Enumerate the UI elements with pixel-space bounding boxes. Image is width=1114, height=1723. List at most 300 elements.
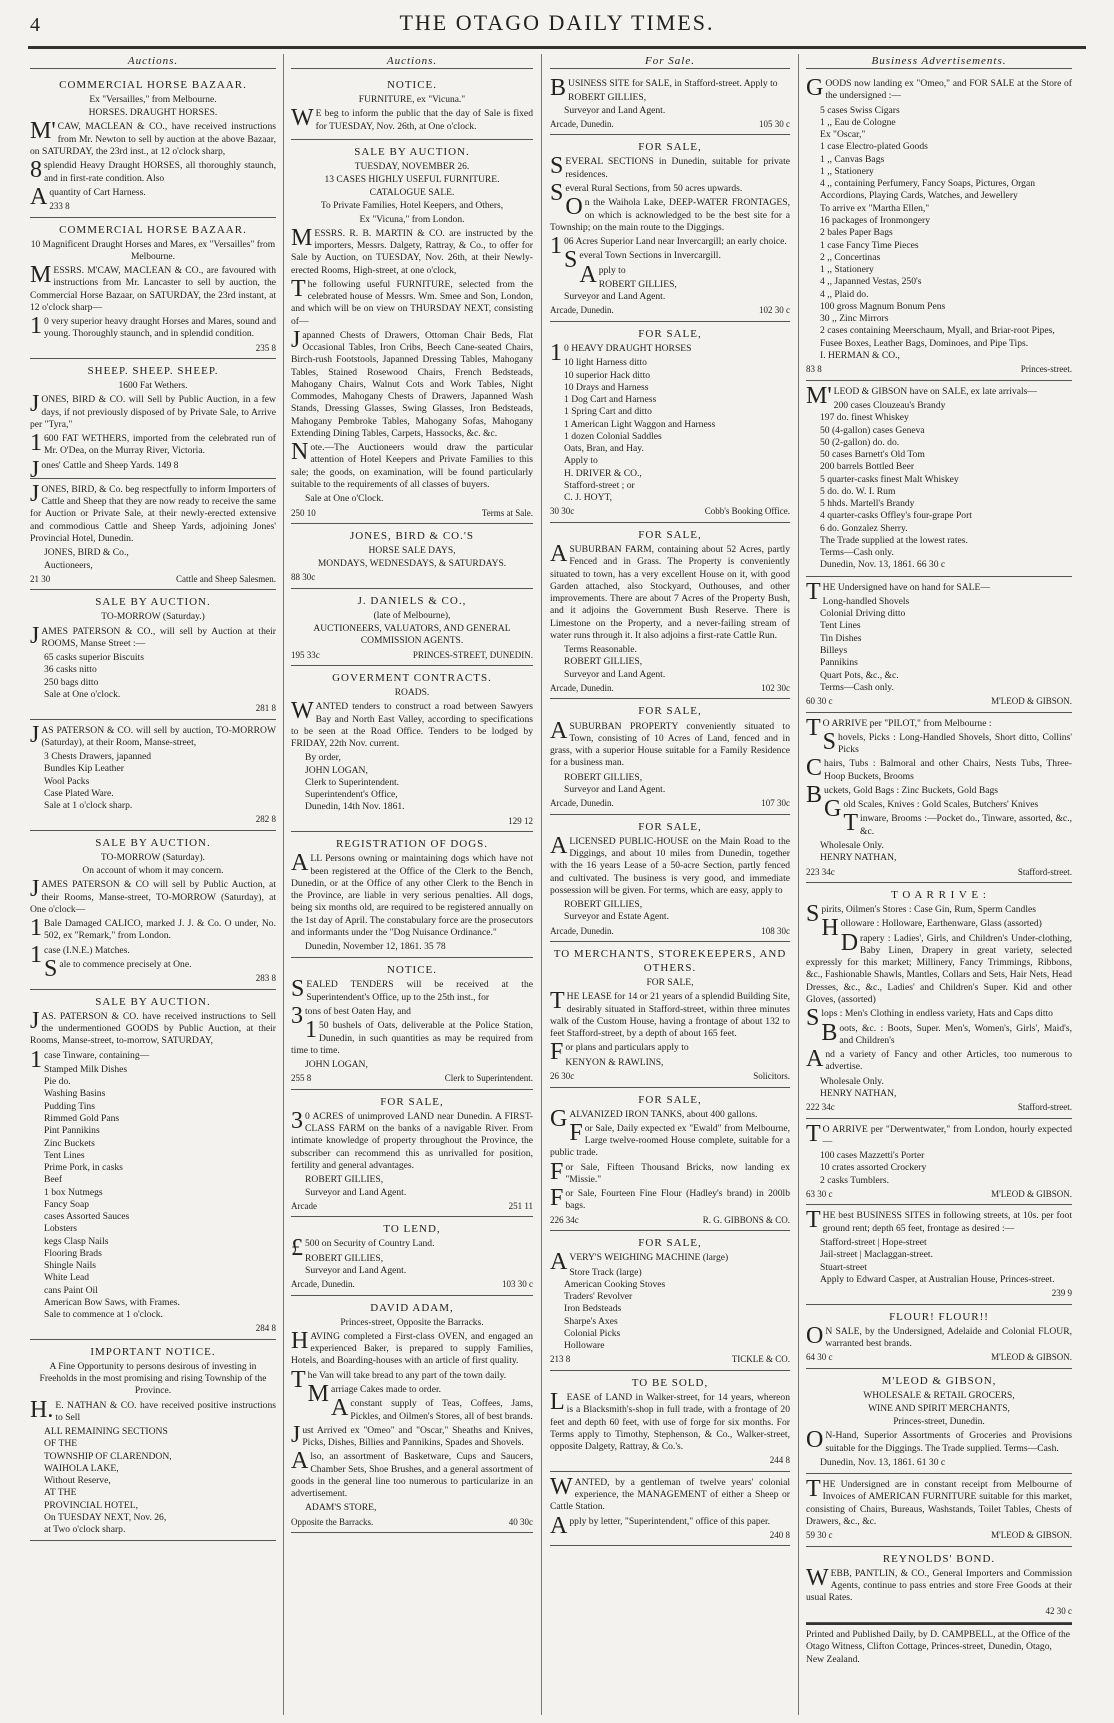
advertisement — [30, 1340, 276, 1541]
advertisement — [291, 958, 533, 1089]
ad-footer — [291, 572, 533, 584]
ad-line: Stamped Milk Dishes — [44, 1063, 128, 1075]
ad-footer — [291, 508, 533, 520]
advertisement — [291, 140, 533, 524]
ad-line: Holloware — [564, 1340, 605, 1352]
ad-footer — [806, 696, 1072, 708]
ad-heading: FOR SALE, — [380, 1095, 444, 1108]
ad-paragraph: ALL Persons owning or maintaining dogs which have not been registered at the Office of the Clerk to the Bench, Dunedin, or at the Office of any other Clerk to the Bench in the Province, are liable in very serious penalties. All dogs, being six months old, are required to be registered annually on the 1st day of April. The constabulary force are the prosecutors and informants under the "Dog Nuisance Ordinance." — [291, 850, 533, 938]
ad-line: 65 casks superior Biscuits — [44, 652, 144, 664]
ad-paragraph: Gold Scales, Knives : Gold Scales, Butchers' Knives — [824, 796, 1039, 823]
ad-line: Rimmed Gold Pans — [44, 1112, 120, 1124]
ad-footer — [550, 1455, 790, 1467]
ad-paragraph: WE beg to inform the public that the day of Sale is fixed for TUESDAY, Nov. 26th, at One o'clock. — [291, 105, 533, 132]
ad-footer — [550, 1215, 790, 1227]
ad-paragraph: For Sale, Daily expected ex "Ewald" from Melbourne, Large twelve-roomed House complete, suitable for a public trade. — [550, 1119, 790, 1159]
advertisement — [30, 831, 276, 990]
ad-footer — [291, 1201, 533, 1213]
ad-line: The Trade supplied at the lowest rates. — [820, 534, 968, 546]
ad-subheading: Princes-street, Opposite the Barracks. — [340, 1317, 484, 1328]
ad-line: Dunedin, 14th Nov. 1861. — [305, 801, 405, 813]
ad-line: Apply to Edward Casper, at Australian House, Princes-street. — [820, 1273, 1055, 1285]
ad-heading: J. DANIELS & CO., — [357, 594, 467, 607]
ad-footer-right: 244 8 — [769, 1455, 790, 1466]
ad-paragraph: The Van will take bread to any part of the town daily. — [291, 1366, 507, 1393]
advertisement — [550, 1472, 790, 1547]
ad-line: Pint Pannikins — [44, 1125, 100, 1137]
ad-heading: DAVID ADAM, — [370, 1301, 454, 1314]
ad-heading: TO LEND, — [383, 1223, 441, 1236]
ad-line: 4 ,, containing Perfumery, Fancy Soaps, Pictures, Organ Accordions, Playing Cards, Watches, and Jewellery — [820, 178, 1036, 202]
advertisement — [806, 883, 1072, 1119]
ad-line: 100 cases Mazzetti's Porter — [820, 1150, 925, 1162]
column-auctions-2 — [291, 54, 533, 1715]
ad-footer — [291, 1073, 533, 1085]
ad-line: Flooring Brads — [44, 1247, 102, 1259]
advertisement — [806, 1119, 1072, 1206]
ad-line: 3 Chests Drawers, japanned — [44, 751, 152, 763]
ad-footer — [59, 973, 276, 985]
ad-footer-right: M'LEOD & GIBSON. — [991, 1352, 1072, 1363]
ad-line: Pudding Tins — [44, 1100, 95, 1112]
ad-footer-left: 226 34c — [550, 1214, 579, 1225]
ad-subheading: CATALOGUE SALE. — [369, 188, 455, 199]
ad-line: ADAM'S STORE, — [305, 1502, 377, 1514]
advertisement — [30, 590, 276, 719]
ad-line: 16 packages of Ironmongery — [820, 215, 931, 226]
ad-line: 1 ,, Canvas Bags — [820, 153, 885, 165]
ad-paragraph: WANTED, by a gentleman of twelve years' colonial experience, the MANAGEMENT of either a Sheep or Cattle Station. — [550, 1473, 790, 1513]
ad-line: 50 (4-gallon) cases Geneva — [820, 424, 925, 436]
masthead: THE OTAGO DAILY TIMES. — [399, 10, 715, 35]
ad-footer-right: Solicitors. — [753, 1071, 790, 1082]
ad-footer — [806, 1189, 1072, 1201]
ad-line: Fancy Soap — [44, 1198, 90, 1210]
advertisement — [806, 1474, 1072, 1547]
ad-paragraph: WEBB, PANTLIN, & CO., General Importers and Commission Agents, continue to pass entries and store Free Goods at their usual Rates. — [806, 1564, 1072, 1604]
ad-paragraph: SEALED TENDERS will be received at the Superintendent's Office, up to the 25th inst., for — [291, 976, 533, 1003]
ad-line: Sale at One o'Clock. — [305, 493, 384, 505]
ad-paragraph: And a variety of Fancy and other Articles, too numerous to advertise. — [806, 1046, 1072, 1073]
ad-paragraph: GALVANIZED IRON TANKS, about 400 gallons. — [550, 1105, 758, 1132]
ad-line: White Lead — [44, 1272, 90, 1284]
ad-paragraph: MESSRS. R. B. MARTIN & CO. are instructed by the importers, Messrs. Dalgety, Rattray, & Co., to offer for Sale by Auction, on TUESDAY, Nov. 26th, at their Newly-erected Rooms, High-street, at one o'clock, — [291, 224, 533, 276]
ad-line: ROBERT GILLIES, — [568, 92, 647, 104]
ad-line: 200 cases Clouzeau's Brandy — [833, 399, 946, 411]
ad-line: Pannikins — [820, 657, 858, 669]
ad-line: HENRY NATHAN, — [820, 852, 897, 864]
ad-heading: REGISTRATION OF DOGS. — [335, 838, 489, 851]
ad-line: cans Paint Oil — [44, 1284, 98, 1296]
ad-footer-left: 222 34c — [806, 1102, 835, 1113]
ad-line: On TUESDAY NEXT, Nov. 26, — [44, 1511, 167, 1523]
ad-line: Case Plated Ware. — [44, 787, 114, 799]
advertisement — [291, 1090, 533, 1217]
ad-line: ROBERT GILLIES, — [598, 278, 677, 290]
ad-line: WAIHOLA LAKE, — [44, 1462, 119, 1474]
ad-paragraph: For Sale, Fifteen Thousand Bricks, now landing ex "Missie." — [550, 1158, 790, 1185]
ad-footer — [30, 343, 276, 355]
page-number: 4 — [30, 14, 40, 36]
ad-line: Wool Packs — [44, 775, 90, 787]
ad-footer-left: 88 30c — [291, 572, 316, 583]
ad-paragraph: 1600 FAT WETHERS, imported from the celebrated run of Mr. O'Dea, on the Murray River, Victoria. — [30, 430, 276, 457]
ad-heading: REYNOLDS' BOND. — [882, 1552, 996, 1565]
ad-paragraph: On the Waihola Lake, DEEP-WATER FRONTAGES, on which is acknowledged to be the best site for a Township; on the main route to the Diggings. — [550, 194, 790, 233]
ad-line: Bundles Kip Leather — [44, 763, 124, 775]
ad-line: Tin Dishes — [820, 632, 862, 644]
ad-line: Zinc Buckets — [44, 1137, 95, 1149]
ad-footer-right: R. G. GIBBONS & CO. — [702, 1214, 790, 1225]
ad-line: To arrive ex "Martha Ellen," — [820, 202, 930, 214]
ad-line: JOHN LOGAN, — [305, 764, 368, 776]
ad-paragraph: Marriage Cakes made to order. — [307, 1380, 442, 1407]
column-business — [806, 54, 1072, 1715]
ad-subheading: On account of whom it may concern. — [82, 866, 224, 877]
header-rule — [28, 46, 1086, 49]
ad-line: 30 ,, Zinc Mirrors — [820, 313, 889, 325]
ad-line: Iron Bedsteads — [564, 1303, 622, 1315]
ad-footer-left: 21 30 — [30, 573, 51, 584]
ad-paragraph: ON SALE, by the Undersigned, Adelaide and Colonial FLOUR, warranted best brands. — [806, 1322, 1072, 1349]
ad-line: Pie do. — [44, 1076, 71, 1088]
ad-line: 10 Drays and Harness — [564, 381, 649, 393]
ad-heading: COMMERCIAL HORSE BAZAAR. — [59, 223, 247, 236]
ad-heading: FOR SALE, — [638, 141, 702, 154]
ad-line: 100 gross Magnum Bonum Pens — [820, 300, 946, 312]
ad-footer — [550, 926, 790, 938]
ad-line: Auctioneers, — [44, 559, 93, 571]
column-for-sale — [550, 54, 790, 1715]
ad-line: 1 ,, Eau de Cologne — [820, 116, 896, 128]
ad-footer — [806, 1352, 1072, 1364]
ad-footer-right: Princes-street. — [1020, 364, 1072, 375]
ad-footer-right: 282 8 — [255, 814, 276, 825]
ad-paragraph: For plans and particulars apply to — [550, 1039, 689, 1066]
ad-heading: TO BE SOLD, — [631, 1376, 709, 1389]
ad-line: H. DRIVER & CO., — [564, 467, 642, 479]
ad-line: ROBERT GILLIES, — [305, 1174, 384, 1186]
ad-line: Washing Basins — [44, 1088, 106, 1100]
ad-line: Oats, Bran, and Hay. — [564, 443, 644, 455]
ad-footer — [806, 867, 1072, 879]
ad-footer — [49, 201, 276, 213]
ad-footer-left: Opposite the Barracks. — [291, 1516, 374, 1527]
ad-footer-left: 26 30c — [550, 1071, 575, 1082]
ad-subheading: WHOLESALE & RETAIL GROCERS, — [863, 1390, 1015, 1401]
ad-line: Jail-street | Maclaggan-street. — [820, 1249, 933, 1261]
ad-line: Billeys — [820, 645, 848, 657]
ad-paragraph: Apply by letter, "Superintendent," office of this paper. — [550, 1512, 771, 1539]
advertisement — [806, 1305, 1072, 1369]
ad-line: Wholesale Only. — [820, 1075, 884, 1087]
ad-footer-right: 105 30 c — [759, 118, 790, 129]
ad-line: Sharpe's Axes — [564, 1315, 618, 1327]
ad-subheading: FOR SALE, — [646, 978, 694, 989]
column-divider — [798, 54, 799, 1715]
ad-paragraph: H.E. NATHAN & CO. have received positive instructions to Sell — [30, 1396, 276, 1423]
ad-paragraph: Tinware, Brooms :—Pocket do., Tinware, assorted, &c., &c. — [843, 810, 1072, 837]
ad-footer — [806, 1102, 1072, 1114]
ad-line: Stafford-street | Hope-street — [820, 1236, 927, 1248]
ad-line: Long-handled Shovels — [822, 595, 910, 607]
ad-line: 1 American Light Waggon and Harness — [564, 418, 716, 430]
ad-line: 10 superior Hack ditto — [564, 369, 651, 381]
ad-line: OF THE — [44, 1438, 78, 1450]
ad-paragraph: Note.—The Auctioneers would draw the particular attention of Hotel Keepers and Private Families to this sale; the goods, on examination, will be found particularly suitable to the requirements of all classes of buyers. — [291, 439, 533, 491]
ad-footer — [291, 1517, 533, 1529]
ad-line: Surveyor and Land Agent. — [564, 783, 666, 795]
ad-subheading: HORSES. DRAUGHT HORSES. — [88, 108, 218, 119]
advertisement — [806, 1205, 1072, 1304]
ad-line: Clerk to Superintendent. — [305, 776, 400, 788]
ad-paragraph: JAS. PATERSON & CO. have received instructions to Sell the undermentioned GOODS by Public Auction, at their Rooms, Manse-street, to-morrow, SATURDAY, — [30, 1007, 276, 1047]
ad-footer — [806, 1606, 1072, 1618]
ad-paragraph: Apply to — [579, 261, 626, 288]
ad-heading: NOTICE. — [386, 79, 438, 92]
ad-paragraph: 1Bale Damaged CALICO, marked J. J. & Co. O under, No. 502, ex "Remark," from London. — [30, 915, 276, 942]
ad-footer — [806, 1288, 1072, 1300]
ad-footer-left: 223 34c — [806, 866, 835, 877]
ad-line: Ex "Oscar," — [820, 129, 866, 141]
ad-footer-left: 63 30 c — [806, 1188, 833, 1199]
ad-subheading: 13 CASES HIGHLY USEFUL FURNITURE. — [324, 175, 500, 186]
ad-paragraph: For Sale, Fourteen Fine Flour (Hadley's brand) in 200lb bags. — [550, 1185, 790, 1212]
ad-line: 36 casks nitto — [44, 664, 97, 676]
advertisement — [806, 713, 1072, 883]
ad-footer-left: Arcade, Dunedin. — [550, 925, 614, 936]
ad-subheading: HORSE SALE DAYS, — [368, 546, 456, 557]
ad-line: Terms—Cash only. — [820, 547, 894, 559]
ad-paragraph: 10 very superior heavy draught Horses and Mares, sound and young. Thoroughly staunch, and in splendid condition. — [30, 313, 276, 340]
ad-footer-left: Arcade, Dunedin. — [550, 798, 614, 809]
ad-line: kegs Clasp Nails — [44, 1235, 109, 1247]
ad-footer-right: Stafford-street. — [1017, 1102, 1072, 1113]
ad-paragraph: 1case Tinware, containing— — [30, 1046, 150, 1073]
ad-line: 2 bales Paper Bags — [820, 227, 893, 239]
ad-footer-left: 195 33c — [291, 649, 320, 660]
ad-footer-right: 102 30 c — [759, 305, 790, 316]
ad-paragraph: The following useful FURNITURE, selected from the celebrated house of Messrs. Wm. Smee and Son, London, and which will be on view on THURSDAY NEXT, consisting of— — [291, 275, 533, 327]
ad-footer — [550, 506, 790, 518]
ad-subheading: TUESDAY, NOVEMBER 26. — [354, 161, 470, 172]
ad-paragraph: Slops : Men's Clothing in endless variety, Hats and Caps ditto — [806, 1005, 1053, 1032]
advertisement — [806, 1547, 1072, 1623]
ad-footer-right: M'LEOD & GIBSON. — [991, 696, 1072, 707]
ad-subheading: Ex "Versailles," from Melbourne. — [89, 95, 217, 106]
ad-subheading: 10 Magnificent Draught Horses and Mares, ex "Versailles" from Melbourne. — [30, 239, 276, 262]
ad-footer-right: 281 8 — [255, 703, 276, 714]
ad-footer — [30, 574, 276, 586]
ad-footer-right: 129 12 — [508, 815, 533, 826]
ad-line: American Cooking Stoves — [564, 1278, 666, 1290]
ad-line: 2 cases containing Meerschaum, Myall, and Briar-root Pipes, Fusee Boxes, Leather Bags, Dominoes, and Pipe Tips. — [820, 325, 1055, 349]
ad-footer — [550, 683, 790, 695]
ad-paragraph: Boots, &c. : Boots, Super. Men's, Women's, Girls', Maid's, and Children's — [821, 1019, 1072, 1046]
ad-paragraph: JAMES PATERSON & CO will sell by Public Auction, at their Rooms, Manse-street, TO-MORROW (Saturday), at One o'clock— — [30, 876, 276, 915]
ad-line: Surveyor and Land Agent. — [305, 1264, 407, 1276]
ad-footer — [550, 119, 790, 131]
ad-footer-right: 40 30c — [508, 1516, 533, 1527]
ad-line: Sale at One o'clock. — [44, 688, 121, 700]
ad-line: Shingle Nails — [44, 1260, 96, 1272]
ad-line: Colonial Picks — [564, 1327, 621, 1339]
ad-footer-right: 42 30 c — [1045, 1606, 1072, 1617]
advertisement — [550, 135, 790, 322]
ad-footer — [291, 816, 533, 828]
ad-line: Wholesale Only. — [820, 839, 884, 851]
ad-subheading: Princes-street, Dunedin. — [893, 1417, 985, 1428]
ad-line: ROBERT GILLIES, — [564, 771, 643, 783]
ad-line: at Two o'clock sharp. — [44, 1524, 126, 1536]
ad-heading: FOR SALE, — [638, 820, 702, 833]
ad-paragraph: MESSRS. M'CAW, MACLEAN & CO., are favoured with instructions from Mr. Lancaster to sell by auction, the Commercial Horse Bazaar, on SATURDAY, the 23rd instant, at 12 o'clock sharp— — [30, 261, 276, 313]
ad-footer-right: 239 9 — [1051, 1288, 1072, 1299]
ad-line: 250 bags ditto — [44, 676, 99, 688]
ad-line: 2 casks Tumblers. — [820, 1174, 890, 1186]
ad-heading: FOR SALE, — [638, 528, 702, 541]
ad-heading: FOR SALE, — [638, 1093, 702, 1106]
advertisement — [291, 1217, 533, 1295]
ad-paragraph: 3tons of best Oaten Hay, and — [291, 1002, 411, 1029]
ad-paragraph: M'LEOD & GIBSON have on SALE, ex late arrivals— — [806, 382, 1037, 409]
ad-footer — [550, 1354, 790, 1366]
ad-paragraph: 8splendid Heavy Draught HORSES, all thoroughly staunch, and in first-rate condition. Also — [30, 157, 276, 184]
ad-paragraph: THE Undersigned are in constant receipt from Melbourne of Invoices of AMERICAN FURNITURE suitable for this market, consisting of Chairs, Bureaus, Washstands, Toilet Tables, Chests of Drawers, &c., &c. — [806, 1476, 1072, 1527]
ad-paragraph: LEASE of LAND in Walker-street, for 14 years, whereon is a Blacksmith's-shop in full trade, with a frontage of 20 feet and depth 60 feet, with use of forge for six months. For Terms apply to Timothy, Stephenson, & Co., Walker-street, opposite Dalgety, Rattray, & Co.'s. — [550, 1389, 790, 1453]
advertisement — [30, 73, 276, 218]
ad-footer-right: 240 8 — [769, 1529, 790, 1540]
ad-line: 1 dozen Colonial Saddles — [564, 430, 662, 442]
ad-paragraph: 106 Acres Superior Land near Invercargill; an early choice. — [550, 233, 787, 260]
ad-line: Beef — [44, 1174, 63, 1186]
ad-paragraph: TO ARRIVE per "PILOT," from Melbourne : — [806, 714, 992, 741]
ad-paragraph: Drapery : Ladies', Girls, and Children's Under-clothing, Baby Linen, Drapery in great variety, selected expressly for this market; Millinery, Fancy Trimmings, Ribbons, &c., Fashionable Shawls, Mantles, Collars and Sets, Hair Nets, Head Dresses, &c., &c., Ladies' and Children's Super. Kid and other Gloves, (assorted) — [806, 929, 1072, 1005]
ad-footer-right: Clerk to Superintendent. — [444, 1073, 533, 1084]
ad-paragraph: AVERY'S WEIGHING MACHINE (large) — [550, 1249, 729, 1276]
ad-footer — [806, 364, 1072, 376]
ad-line: Store Track (large) — [569, 1266, 642, 1278]
ad-footer — [550, 1071, 790, 1083]
ad-line: 1 ,, Stationery — [820, 264, 874, 276]
ad-line: Without Reserve, — [44, 1475, 111, 1487]
ad-line: Surveyor and Land Agent. — [564, 668, 666, 680]
ad-paragraph: 30 ACRES of unimproved LAND near Dunedin. A FIRST-CLASS FARM on the banks of a navigable River. From intimate knowledge of property throughout the Province, the subscriber can recommend this as unrivalled for position, fertility and general advantages. — [291, 1107, 533, 1171]
ad-heading: SALE BY AUCTION. — [95, 995, 211, 1008]
ad-footer-left: 83 8 — [806, 364, 822, 375]
ad-paragraph: Also, an assortment of Basketware, Cups and Saucers, Chamber Sets, Shoe Brushes, and a general assortment of goods in the general line too numerous to particularize in an advertisement. — [291, 1448, 533, 1500]
ad-paragraph: Buckets, Gold Bags : Zinc Buckets, Gold Bags — [806, 781, 999, 808]
advertisement — [30, 990, 276, 1340]
ad-line: Terms Reasonable. — [564, 644, 637, 656]
ad-line: 200 barrels Bottled Beer — [820, 461, 915, 473]
ad-line: 1 Spring Cart and ditto — [564, 406, 652, 418]
ad-footer-right: 283 8 — [255, 973, 276, 984]
ad-heading: SALE BY AUCTION. — [95, 837, 211, 849]
ad-heading: IMPORTANT NOTICE. — [90, 1346, 216, 1358]
ad-line: HENRY NATHAN, — [820, 1087, 897, 1099]
ad-line: Terms—Cash only. — [820, 681, 894, 693]
ad-footer-left: 60 30 c — [806, 696, 833, 707]
ad-footer-right: Cobb's Booking Office. — [704, 506, 790, 517]
ad-subheading: ROADS. — [394, 688, 430, 699]
ad-line: ROBERT GILLIES, — [305, 1252, 384, 1264]
ad-heading: M'LEOD & GIBSON, — [881, 1374, 997, 1387]
ad-footer-right: 107 30c — [761, 798, 790, 809]
advertisement — [550, 699, 790, 814]
ad-line: Prime Pork, in casks — [44, 1162, 123, 1174]
advertisement — [550, 1371, 790, 1472]
ad-paragraph: M'CAW, MACLEAN & CO., have received instructions from Mr. Newton to sell by auction at the above Bazaar, on SATURDAY, the 23rd inst., at 12 o'clock sharp, — [30, 118, 276, 157]
ad-paragraph: £500 on Security of Country Land. — [291, 1235, 435, 1262]
ad-line: Surveyor and Land Agent. — [564, 291, 666, 303]
ad-footer-left: 250 10 — [291, 507, 316, 518]
ad-line: 2 ,, Concertinas — [820, 251, 881, 263]
ad-paragraph: Chairs, Tubs : Balmoral and other Chairs, Nests Tubs, Three-Hoop Buckets, Brooms — [806, 755, 1072, 782]
ad-line: 1 case Electro-plated Goods — [820, 141, 928, 153]
ad-paragraph: 10 HEAVY DRAUGHT HORSES — [550, 339, 692, 366]
ad-footer — [30, 814, 276, 826]
ad-line: Surveyor and Land Agent. — [305, 1186, 407, 1198]
ad-heading: SHEEP. SHEEP. SHEEP. — [87, 365, 219, 378]
ad-line: 6 do. Gonzalez Sherry. — [820, 522, 908, 534]
ad-line: Stafford-street ; or — [564, 479, 635, 491]
ad-line: JONES, BIRD & Co., — [44, 547, 129, 559]
advertisement — [550, 523, 790, 700]
ad-line: 50 (2-gallon) do. do. — [820, 436, 900, 448]
printer-imprint: Printed and Published Daily, by D. CAMPBELL, at the Office of the Otago Witness, Clifton Cottage, Princes-street, Dunedin, Otago, New Zealand. — [806, 1623, 1072, 1666]
ad-paragraph: ASUBURBAN PROPERTY conveniently situated to Town, consisting of 10 Acres of Land, fenced and in grass, with a superior House suitable for a Family Residence for a business man. — [550, 717, 790, 769]
ad-subheading: MONDAYS, WEDNESDAYS, & SATURDAYS. — [317, 559, 507, 570]
ad-subheading: AUCTIONEERS, VALUATORS, AND GENERAL COMMISSION AGENTS. — [313, 624, 511, 647]
ad-paragraph: ON-Hand, Superior Assortments of Groceries and Provisions suitable for the Diggings. The Trade supplied. Terms—Cash. — [806, 1427, 1072, 1454]
column-divider — [541, 54, 542, 1715]
ad-footer-left: 233 8 — [49, 201, 70, 212]
ad-heading: T O A R R I V E : — [891, 889, 987, 902]
ad-subheading: WINE AND SPIRIT MERCHANTS, — [868, 1403, 1010, 1414]
ad-line: Superintendent's Office, — [305, 789, 398, 801]
ad-line: Traders' Revolver — [564, 1291, 633, 1303]
ad-heading: TO MERCHANTS, STOREKEEPERS, AND OTHERS. — [553, 948, 787, 975]
ad-heading: FOR SALE, — [638, 1237, 702, 1250]
ad-footer-left: Arcade, Dunedin. — [550, 305, 614, 316]
advertisement — [806, 73, 1072, 381]
ad-subheading: TO-MORROW (Saturday.) — [101, 612, 205, 623]
page-header — [28, 4, 1086, 44]
ad-line: 197 do. finest Whiskey — [820, 412, 909, 424]
advertisement — [806, 381, 1072, 577]
ad-paragraph: Aquantity of Cart Harness. — [30, 183, 146, 210]
advertisement — [550, 1088, 790, 1232]
ad-line: 50 cases Barnett's Old Tom — [820, 449, 925, 461]
ad-paragraph: Several Rural Sections, from 50 acres upwards. — [550, 180, 743, 206]
ad-line: Sale at 1 o'clock sharp. — [44, 800, 133, 812]
ad-heading: JONES, BIRD & CO.'S — [350, 530, 474, 543]
ad-heading: SALE BY AUCTION. — [95, 596, 211, 609]
advertisement — [30, 479, 276, 590]
ad-line: 4 ,, Plaid do. — [820, 288, 869, 300]
ad-paragraph: WANTED tenders to construct a road between Sawyers Bay and North East Valley, according to specifications to be seen at the Road Office. Tenders to be lodged by FRIDAY, 22th Nov. current. — [291, 698, 533, 750]
ad-subheading: FURNITURE, ex "Vicuna." — [358, 95, 466, 106]
ad-paragraph: GOODS now landing ex "Omeo," and FOR SALE at the Store of the undersigned :— — [806, 75, 1072, 102]
ad-line: I. HERMAN & CO., — [820, 349, 900, 361]
ad-footer — [569, 1530, 790, 1542]
ad-footer-right: 102 30c — [761, 682, 790, 693]
ad-paragraph: 150 bushels of Oats, deliverable at the Police Station, Dunedin, in such quantities as may be required from time to time. — [291, 1017, 533, 1056]
ad-footer-right: 235 8 — [255, 342, 276, 353]
ad-footer-right: 251 11 — [508, 1200, 533, 1211]
ad-line: Dunedin, Nov. 13, 1861. 66 30 c — [820, 559, 946, 571]
